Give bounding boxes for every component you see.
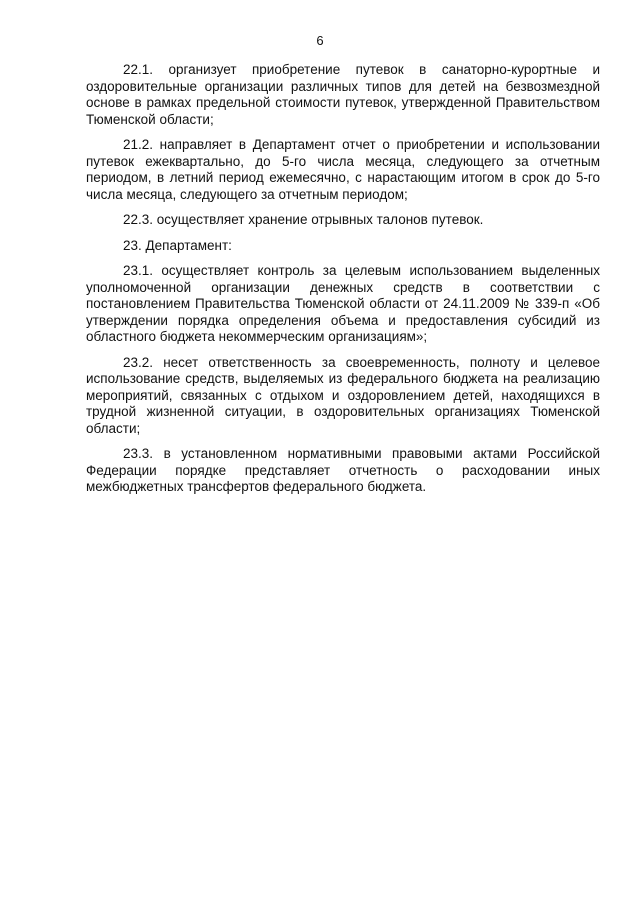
- page-number: 6: [316, 33, 324, 48]
- paragraph-23-2: 23.2. несет ответственность за своевременность, полноту и целевое использование средств, выделяемых из федерального бюджета на реализацию мероприятий, связанных с отдыхом и оздоровлением детей, находящихся в трудной жизненной ситуации, в оздоровительных организациях Тюменской области;: [86, 354, 600, 436]
- paragraph-23-heading: 23. Департамент:: [123, 237, 232, 253]
- document-body: [86, 62, 600, 505]
- paragraph-21-2: 21.2. направляет в Департамент отчет о приобретении и использовании путевок ежеквартально, до 5-го числа месяца, следующего за отчетным периодом, в летний период ежемесячно, с нарастающим итогом в срок до 5-го числа месяца, следующего за отчетным периодом;: [86, 137, 600, 202]
- paragraph-23-3: 23.3. в установленном нормативными правовыми актами Российской Федерации порядке представляет отчетность о расходовании иных межбюджетных трансфертов федерального бюджета.: [86, 446, 600, 494]
- paragraph-22-3: 22.3. осуществляет хранение отрывных талонов путевок.: [123, 212, 484, 227]
- paragraph-23-1: 23.1. осуществляет контроль за целевым использованием выделенных уполномоченной организации денежных средств в соответствии с постановлением Правительства Тюменской области от 24.11.2009 № 339-п «Об утверждении порядка определения объема и предоставления субсидий из областного бюджета некоммерческим организациям»;: [86, 263, 600, 344]
- paragraph-22-1: 22.1. организует приобретение путевок в санаторно-курортные и оздоровительные организации различных типов для детей на безвозмездной основе в рамках предельной стоимости путевок, утвержденной Правительством Тюменской области;: [86, 62, 600, 127]
